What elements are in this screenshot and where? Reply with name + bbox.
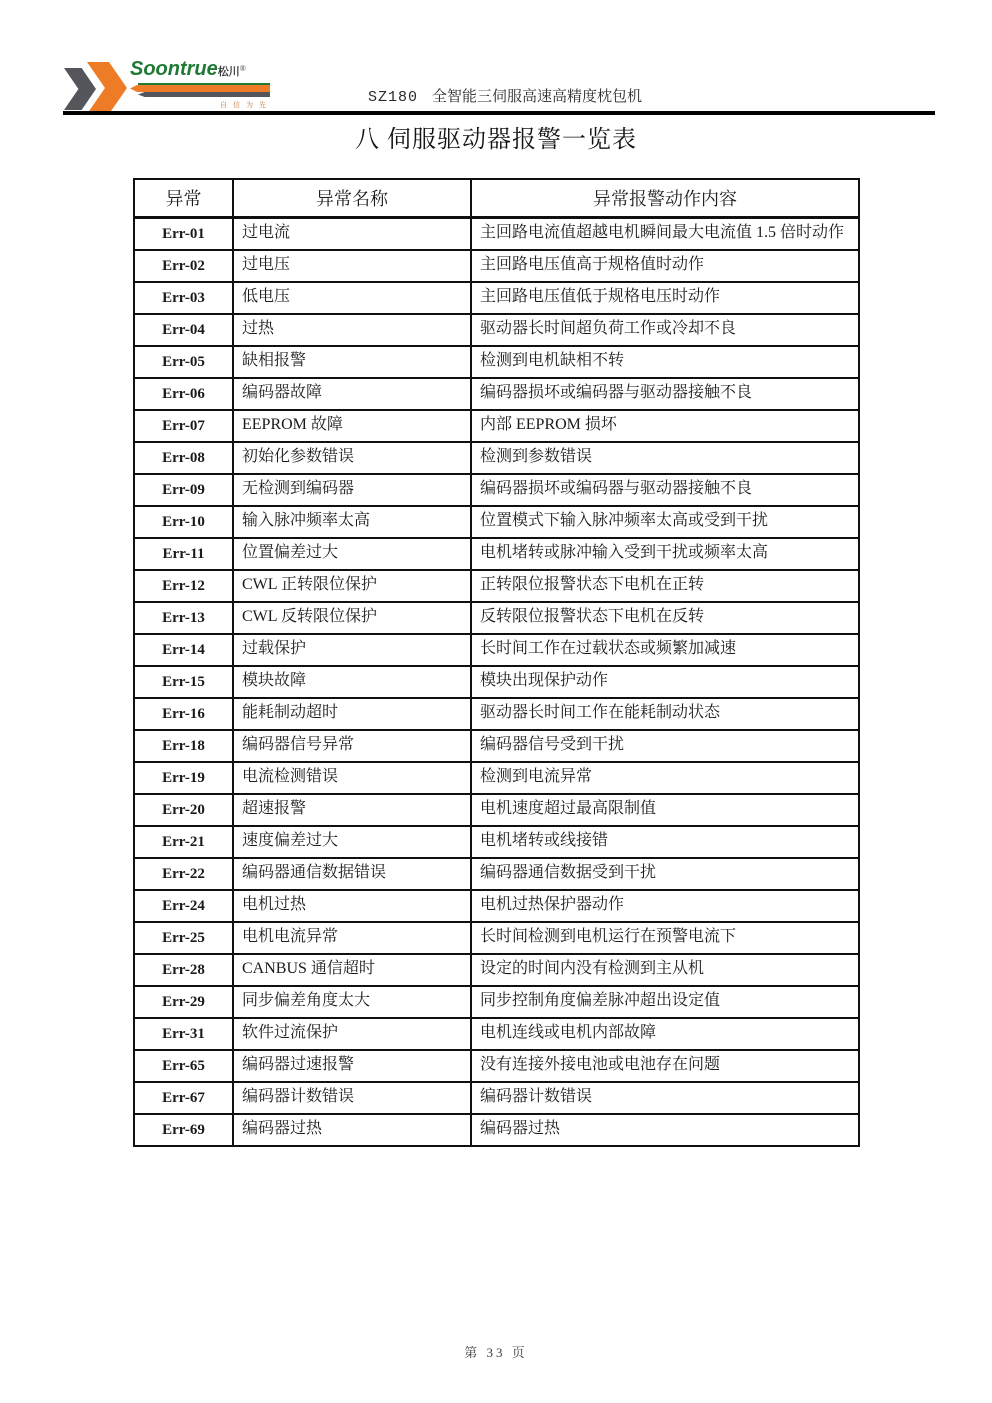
error-code-cell: Err-08 bbox=[134, 442, 233, 474]
error-name-cell: 过热 bbox=[233, 314, 471, 346]
page-number: 第 33 页 bbox=[464, 1345, 528, 1360]
error-code-cell: Err-65 bbox=[134, 1050, 233, 1082]
error-desc-cell: 驱动器长时间超负荷工作或冷却不良 bbox=[471, 314, 859, 346]
error-name-cell: 电机电流异常 bbox=[233, 922, 471, 954]
table-row bbox=[134, 378, 859, 410]
error-code-cell: Err-69 bbox=[134, 1114, 233, 1146]
error-name-cell: 模块故障 bbox=[233, 666, 471, 698]
error-name-cell: 编码器计数错误 bbox=[233, 1082, 471, 1114]
error-desc-cell: 同步控制角度偏差脉冲超出设定值 bbox=[471, 986, 859, 1018]
error-desc-cell: 检测到电流异常 bbox=[471, 762, 859, 794]
error-name-cell: 编码器过速报警 bbox=[233, 1050, 471, 1082]
error-desc-cell: 编码器信号受到干扰 bbox=[471, 730, 859, 762]
error-desc-cell: 电机堵转或线接错 bbox=[471, 826, 859, 858]
error-code-cell: Err-31 bbox=[134, 1018, 233, 1050]
error-desc-cell: 检测到参数错误 bbox=[471, 442, 859, 474]
error-desc-cell: 驱动器长时间工作在能耗制动状态 bbox=[471, 698, 859, 730]
error-name-cell: 电流检测错误 bbox=[233, 762, 471, 794]
error-name-cell: EEPROM 故障 bbox=[233, 410, 471, 442]
error-name-cell: 无检测到编码器 bbox=[233, 474, 471, 506]
error-desc-cell: 检测到电机缺相不转 bbox=[471, 346, 859, 378]
machine-model: SZ180 bbox=[368, 89, 419, 106]
page-title: 八 伺服驱动器报警一览表 bbox=[355, 127, 637, 153]
error-code-cell: Err-18 bbox=[134, 730, 233, 762]
soontrue-logo bbox=[64, 56, 279, 118]
table-row bbox=[134, 794, 859, 826]
table-row bbox=[134, 218, 859, 251]
error-name-cell: 编码器过热 bbox=[233, 1114, 471, 1146]
error-name-cell: 软件过流保护 bbox=[233, 1018, 471, 1050]
error-desc-cell: 电机堵转或脉冲输入受到干扰或频率太高 bbox=[471, 538, 859, 570]
error-name-cell: 过载保护 bbox=[233, 634, 471, 666]
error-name-cell: CWL 正转限位保护 bbox=[233, 570, 471, 602]
table-row bbox=[134, 954, 859, 986]
table-row bbox=[134, 250, 859, 282]
table-row bbox=[134, 506, 859, 538]
error-desc-cell: 编码器通信数据受到干扰 bbox=[471, 858, 859, 890]
error-name-cell: CANBUS 通信超时 bbox=[233, 954, 471, 986]
table-row bbox=[134, 442, 859, 474]
table-row bbox=[134, 922, 859, 954]
error-code-cell: Err-11 bbox=[134, 538, 233, 570]
col-header-name: 异常名称 bbox=[233, 179, 471, 218]
table-row bbox=[134, 634, 859, 666]
col-header-code: 异常 bbox=[134, 179, 233, 218]
table-row bbox=[134, 602, 859, 634]
error-name-cell: 电机过热 bbox=[233, 890, 471, 922]
error-desc-cell: 正转限位报警状态下电机在正转 bbox=[471, 570, 859, 602]
error-desc-cell: 编码器过热 bbox=[471, 1114, 859, 1146]
error-desc-cell: 长时间检测到电机运行在预警电流下 bbox=[471, 922, 859, 954]
error-desc-cell: 模块出现保护动作 bbox=[471, 666, 859, 698]
error-code-cell: Err-03 bbox=[134, 282, 233, 314]
error-name-cell: 速度偏差过大 bbox=[233, 826, 471, 858]
error-code-cell: Err-20 bbox=[134, 794, 233, 826]
error-code-cell: Err-19 bbox=[134, 762, 233, 794]
error-desc-cell: 主回路电流值超越电机瞬间最大电流值 1.5 倍时动作 bbox=[471, 218, 859, 251]
error-name-cell: 编码器通信数据错误 bbox=[233, 858, 471, 890]
error-name-cell: CWL 反转限位保护 bbox=[233, 602, 471, 634]
error-desc-cell: 编码器损坏或编码器与驱动器接触不良 bbox=[471, 474, 859, 506]
document-header-title bbox=[368, 85, 642, 106]
error-code-cell: Err-14 bbox=[134, 634, 233, 666]
table-row bbox=[134, 538, 859, 570]
error-code-cell: Err-24 bbox=[134, 890, 233, 922]
table-row bbox=[134, 986, 859, 1018]
error-desc-cell: 主回路电压值高于规格值时动作 bbox=[471, 250, 859, 282]
table-row bbox=[134, 1018, 859, 1050]
table-row bbox=[134, 762, 859, 794]
error-name-cell: 编码器信号异常 bbox=[233, 730, 471, 762]
error-code-cell: Err-29 bbox=[134, 986, 233, 1018]
error-name-cell: 缺相报警 bbox=[233, 346, 471, 378]
table-row bbox=[134, 858, 859, 890]
alarm-table-body bbox=[134, 218, 859, 1147]
registered-mark: ® bbox=[239, 64, 246, 73]
error-name-cell: 过电流 bbox=[233, 218, 471, 251]
table-row bbox=[134, 570, 859, 602]
error-name-cell: 位置偏差过大 bbox=[233, 538, 471, 570]
table-row bbox=[134, 346, 859, 378]
table-row bbox=[134, 410, 859, 442]
error-code-cell: Err-16 bbox=[134, 698, 233, 730]
error-code-cell: Err-13 bbox=[134, 602, 233, 634]
logo-text-block bbox=[130, 58, 272, 110]
error-code-cell: Err-01 bbox=[134, 218, 233, 251]
table-row bbox=[134, 1050, 859, 1082]
error-desc-cell: 电机连线或电机内部故障 bbox=[471, 1018, 859, 1050]
table-row bbox=[134, 314, 859, 346]
table-row bbox=[134, 1082, 859, 1114]
error-code-cell: Err-28 bbox=[134, 954, 233, 986]
table-row bbox=[134, 890, 859, 922]
brand-name: Soontrue bbox=[130, 58, 218, 80]
error-code-cell: Err-21 bbox=[134, 826, 233, 858]
error-name-cell: 超速报警 bbox=[233, 794, 471, 826]
error-desc-cell: 主回路电压值低于规格电压时动作 bbox=[471, 282, 859, 314]
table-row bbox=[134, 730, 859, 762]
chevron-gray-icon bbox=[64, 68, 96, 110]
error-code-cell: Err-10 bbox=[134, 506, 233, 538]
table-row bbox=[134, 666, 859, 698]
error-name-cell: 能耗制动超时 bbox=[233, 698, 471, 730]
header-divider bbox=[63, 111, 935, 115]
logo-stripe-gray bbox=[138, 92, 270, 97]
table-row bbox=[134, 826, 859, 858]
error-code-cell: Err-05 bbox=[134, 346, 233, 378]
error-code-cell: Err-15 bbox=[134, 666, 233, 698]
logo-slogan: 自信为先 bbox=[220, 101, 272, 109]
error-code-cell: Err-02 bbox=[134, 250, 233, 282]
machine-name: 全智能三伺服高速高精度枕包机 bbox=[432, 89, 643, 105]
logo-stripe-green bbox=[138, 83, 270, 85]
error-code-cell: Err-22 bbox=[134, 858, 233, 890]
error-desc-cell: 编码器计数错误 bbox=[471, 1082, 859, 1114]
logo-stripe-orange bbox=[130, 85, 270, 92]
alarm-table-header bbox=[134, 179, 859, 218]
error-name-cell: 输入脉冲频率太高 bbox=[233, 506, 471, 538]
error-desc-cell: 电机速度超过最高限制值 bbox=[471, 794, 859, 826]
error-desc-cell: 电机过热保护器动作 bbox=[471, 890, 859, 922]
table-row bbox=[134, 698, 859, 730]
error-name-cell: 初始化参数错误 bbox=[233, 442, 471, 474]
error-code-cell: Err-67 bbox=[134, 1082, 233, 1114]
alarm-table bbox=[133, 178, 860, 1147]
error-desc-cell: 设定的时间内没有检测到主从机 bbox=[471, 954, 859, 986]
error-desc-cell: 反转限位报警状态下电机在反转 bbox=[471, 602, 859, 634]
error-code-cell: Err-09 bbox=[134, 474, 233, 506]
table-row bbox=[134, 474, 859, 506]
error-code-cell: Err-06 bbox=[134, 378, 233, 410]
error-code-cell: Err-04 bbox=[134, 314, 233, 346]
error-desc-cell: 没有连接外接电池或电池存在问题 bbox=[471, 1050, 859, 1082]
error-desc-cell: 编码器损坏或编码器与驱动器接触不良 bbox=[471, 378, 859, 410]
error-name-cell: 过电压 bbox=[233, 250, 471, 282]
error-code-cell: Err-12 bbox=[134, 570, 233, 602]
col-header-desc: 异常报警动作内容 bbox=[471, 179, 859, 218]
table-row bbox=[134, 282, 859, 314]
header-row bbox=[134, 179, 859, 218]
error-code-cell: Err-07 bbox=[134, 410, 233, 442]
error-name-cell: 编码器故障 bbox=[233, 378, 471, 410]
error-code-cell: Err-25 bbox=[134, 922, 233, 954]
error-name-cell: 低电压 bbox=[233, 282, 471, 314]
error-desc-cell: 内部 EEPROM 损坏 bbox=[471, 410, 859, 442]
brand-name-cn: 松川 bbox=[217, 66, 240, 78]
error-desc-cell: 位置模式下输入脉冲频率太高或受到干扰 bbox=[471, 506, 859, 538]
error-desc-cell: 长时间工作在过载状态或频繁加减速 bbox=[471, 634, 859, 666]
error-name-cell: 同步偏差角度太大 bbox=[233, 986, 471, 1018]
table-row bbox=[134, 1114, 859, 1146]
